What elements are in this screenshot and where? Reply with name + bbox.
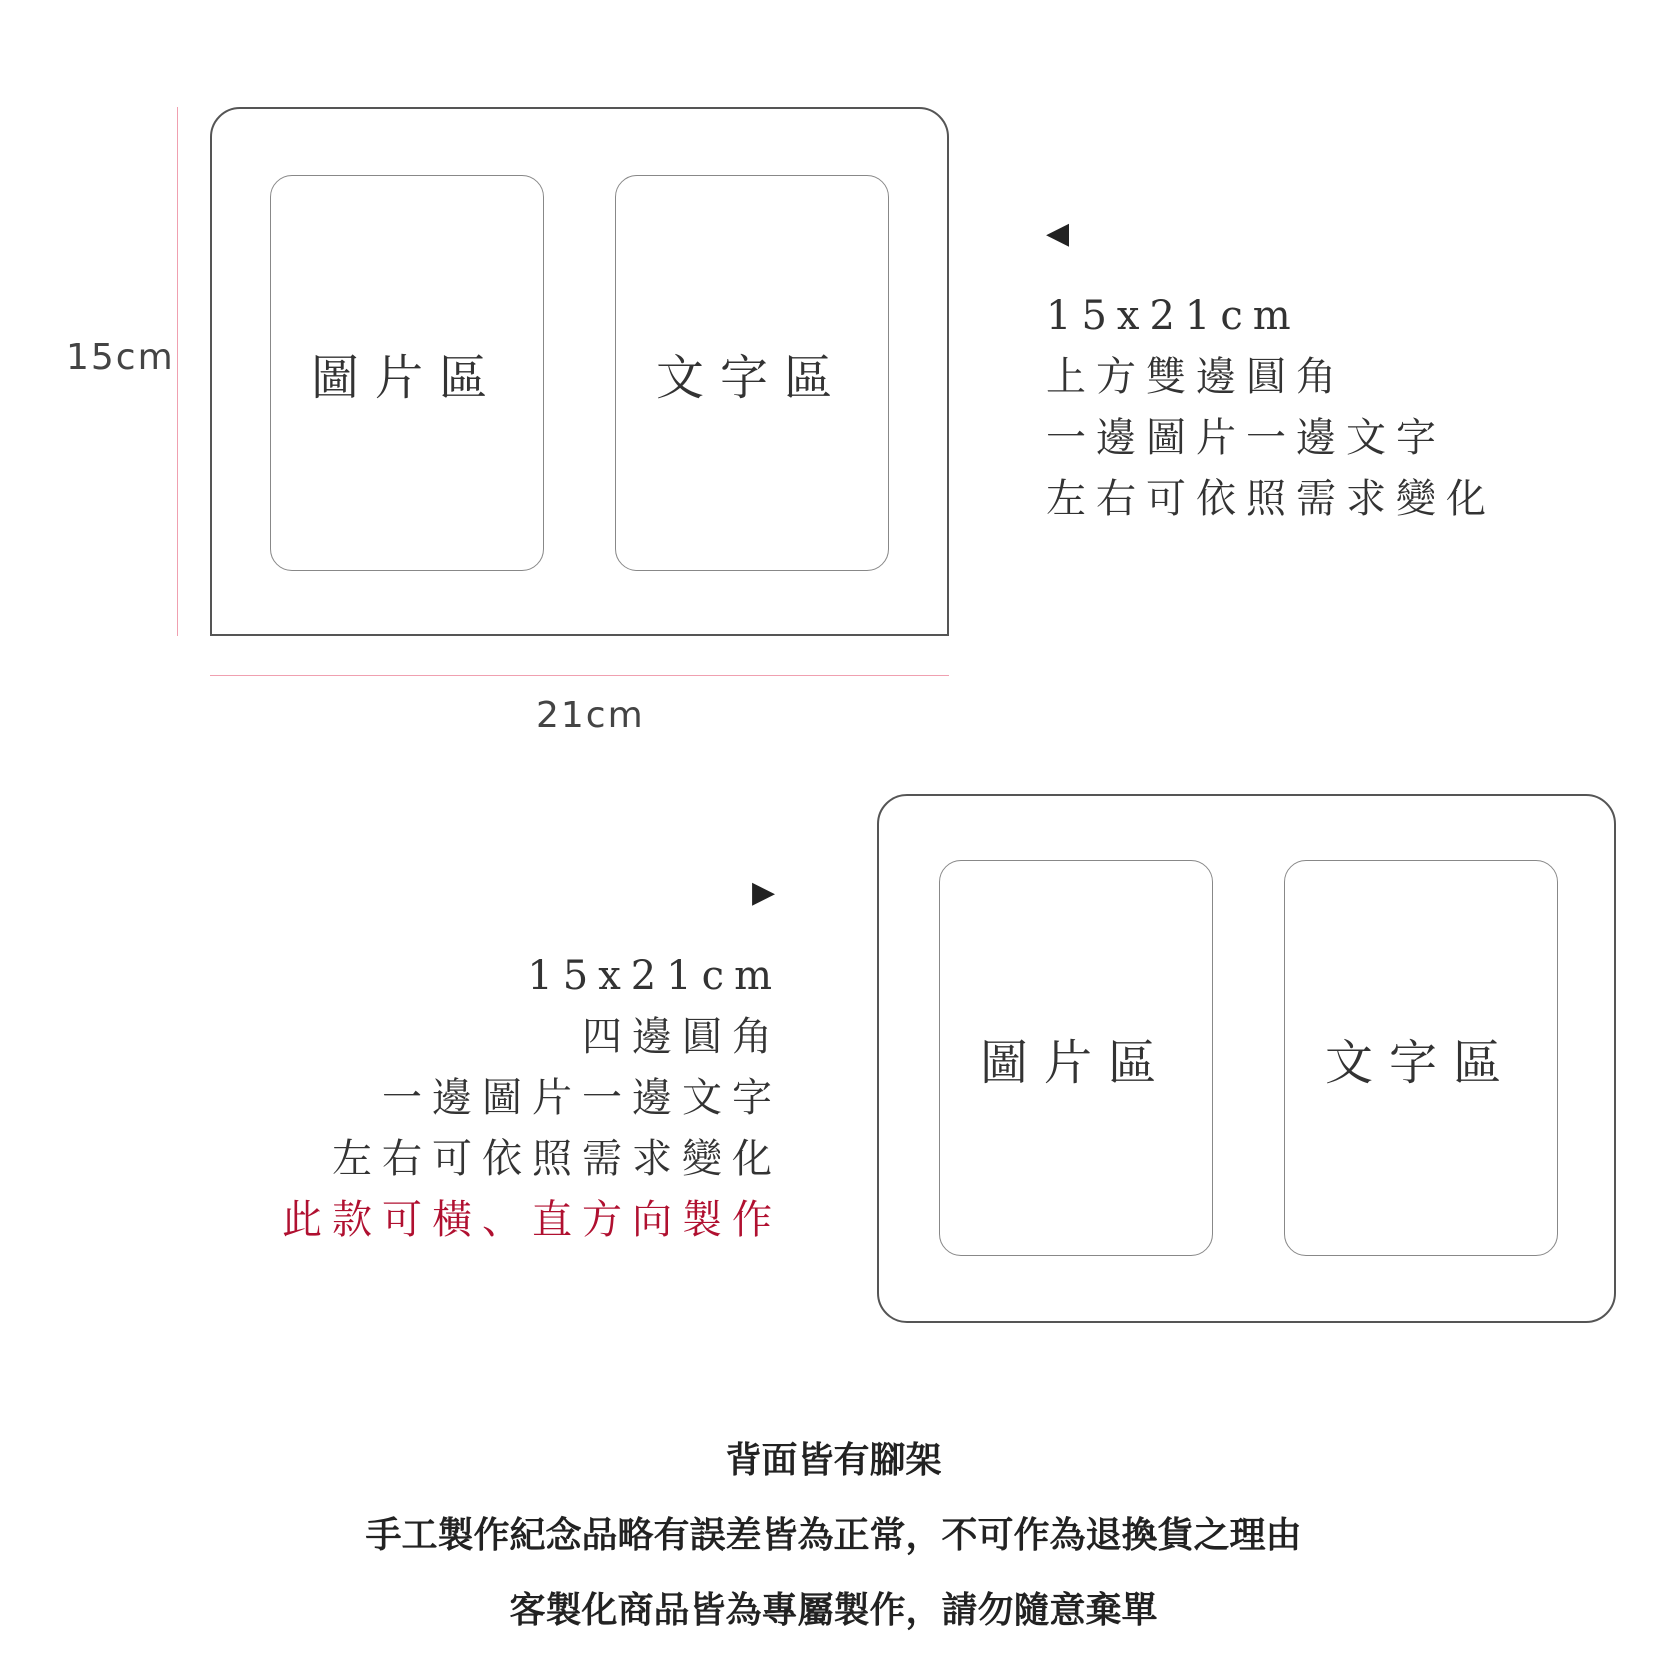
note-variation: 左右可依照需求變化: [332, 1136, 782, 1182]
note-corners: 四邊圓角: [582, 1014, 782, 1060]
text-area-panel: [615, 175, 889, 571]
width-dimension-line: [210, 675, 949, 676]
height-dimension-label: 15cm: [66, 337, 175, 378]
text-area-label: 文字區: [655, 349, 848, 406]
image-area-label: 圖片區: [979, 1034, 1172, 1091]
bottom-frame-diagram: [877, 794, 1616, 1323]
note-size: 15x21cm: [527, 953, 782, 999]
text-area-label: 文字區: [1324, 1034, 1517, 1091]
note-layout: 一邊圖片一邊文字: [382, 1075, 782, 1121]
footer-note-custom: 客製化商品皆為專屬製作，請勿隨意棄單: [509, 1590, 1158, 1631]
text-area-panel: [1284, 860, 1558, 1256]
top-design-notes: [1046, 286, 1496, 530]
bottom-design-notes: [230, 946, 782, 1251]
note-variation: 左右可依照需求變化: [1046, 476, 1496, 522]
image-area-panel: [939, 860, 1213, 1256]
note-orientation-highlight: 此款可橫、直方向製作: [282, 1197, 782, 1243]
footer-note-tolerance: 手工製作紀念品略有誤差皆為正常，不可作為退換貨之理由: [365, 1515, 1302, 1556]
footer-note-stand: 背面皆有腳架: [725, 1440, 942, 1481]
image-area-panel: [270, 175, 544, 571]
height-dimension-line: [177, 107, 178, 636]
right-triangle-icon: ▶: [752, 875, 776, 910]
left-triangle-icon: ◀: [1046, 216, 1070, 251]
note-layout: 一邊圖片一邊文字: [1046, 415, 1446, 461]
note-size: 15x21cm: [1046, 293, 1301, 339]
top-frame-diagram: [210, 107, 949, 636]
image-area-label: 圖片區: [310, 349, 503, 406]
note-corners: 上方雙邊圓角: [1046, 354, 1346, 400]
width-dimension-label: 21cm: [536, 695, 645, 736]
